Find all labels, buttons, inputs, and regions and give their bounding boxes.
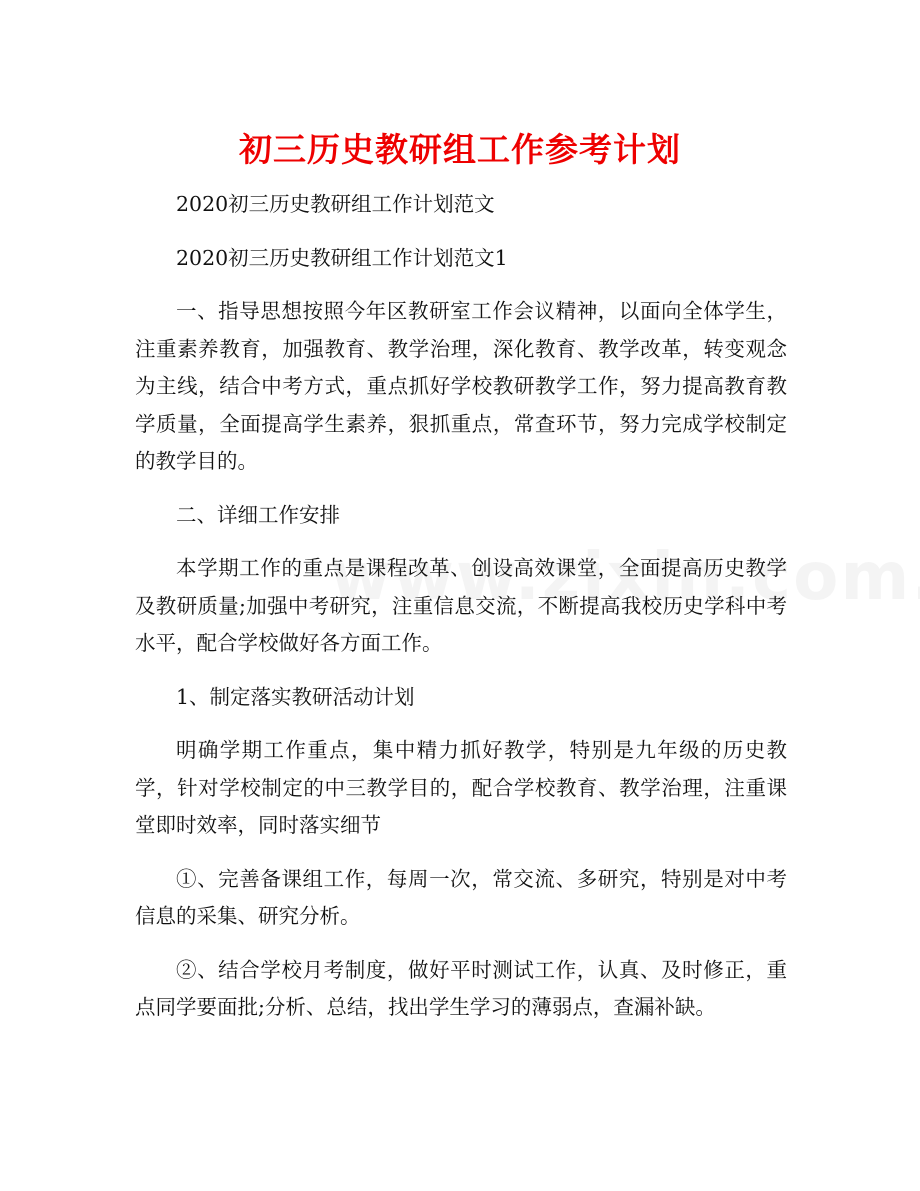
document-body: [135, 186, 787, 1043]
paragraph: 二、详细工作安排: [176, 502, 340, 527]
paragraph: 明确学期工作重点，集中精力抓好教学，特别是九年级的历史教学，针对学校制定的中三教学目的，配合学校教育、教学治理，注重课堂即时效率，同时落实细节: [135, 738, 787, 837]
paragraph: 2020初三历史教研组工作计划范文1: [176, 245, 508, 270]
paragraph: 2020初三历史教研组工作计划范文: [176, 192, 495, 216]
document-title: 初三历史教研组工作参考计划: [239, 130, 681, 169]
paragraph: ①、完善备课组工作，每周一次，常交流、多研究，特别是对中考信息的采集、研究分析。: [135, 866, 787, 928]
paragraph: ②、结合学校月考制度，做好平时测试工作，认真、及时修正，重点同学要面批;分析、总结，找出学生学习的薄弱点，查漏补缺。: [135, 957, 787, 1019]
paragraph: 一、指导思想按照今年区教研室工作会议精神，以面向全体学生，注重素养教育，加强教育、教学治理，深化教育、教学改革，转变观念为主线，结合中考方式，重点抓好学校教研教学工作，努力提高教育教学质量，全面提高学生素养，狠抓重点，常查环节，努力完成学校制定的教学目的。: [135, 299, 787, 473]
paragraph: 1、制定落实教研活动计划: [176, 684, 415, 709]
paragraph: 本学期工作的重点是课程改革、创设高效课堂，全面提高历史教学及教研质量;加强中考研究，注重信息交流，不断提高我校历史学科中考水平，配合学校做好各方面工作。: [135, 556, 787, 655]
